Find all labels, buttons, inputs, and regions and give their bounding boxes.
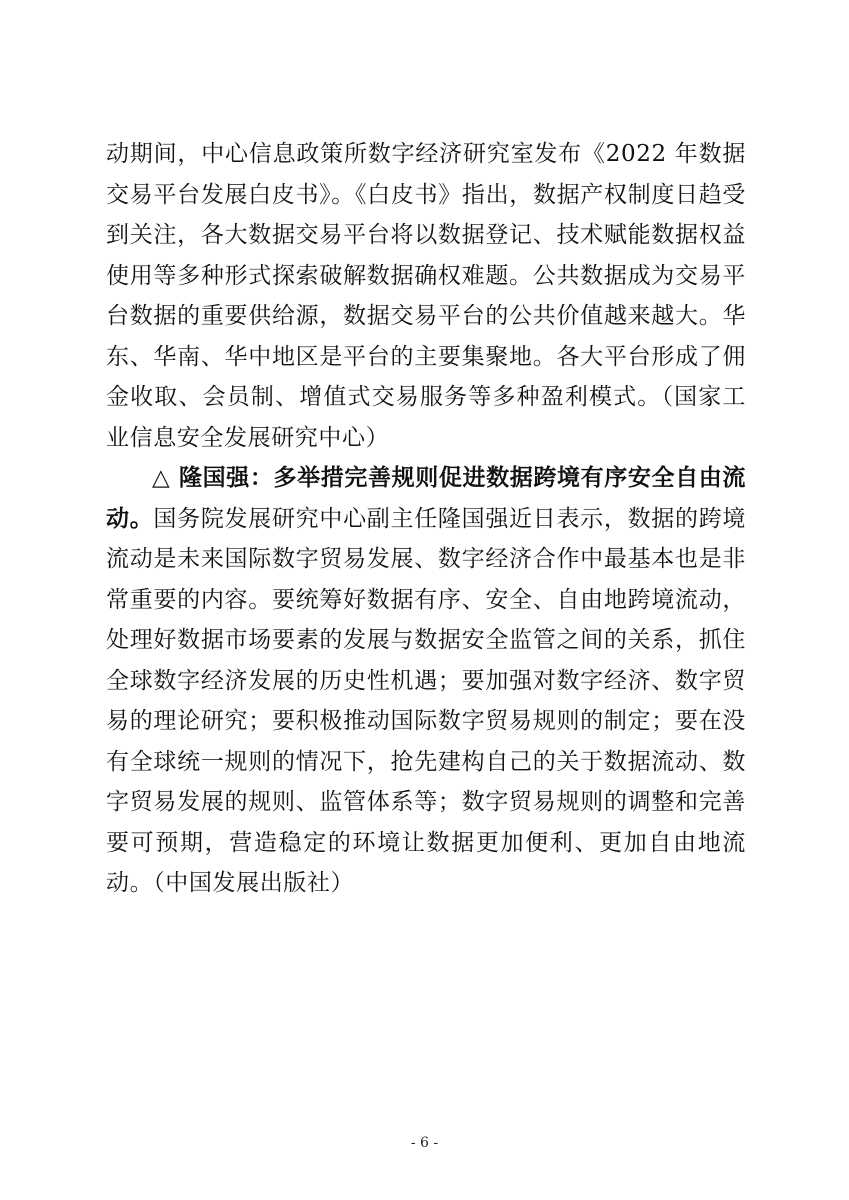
paragraph-continuation — [106, 134, 746, 458]
news-item-heading: △ 隆国强：多举措完善规则促进数据跨境有序安全自由流动。 — [106, 465, 746, 532]
document-body — [106, 134, 746, 904]
paragraph-news-item — [106, 458, 746, 904]
page-number: - 6 - — [410, 1135, 439, 1151]
paragraph-text: 动期间，中心信息政策所数字经济研究室发布《2022 年数据交易平台发展白皮书》。《白皮书》指出，数据产权制度日趋受到关注，各大数据交易平台将以数据登记、技术赋能数据权益使用等多种形式探索破解数据确权难题。公共数据成为交易平台数据的重要供给源，数据交易平台的公共价值越来越大。华东、华南、华中地区是平台的主要集聚地。各大平台形成了佣金收取、会员制、增值式交易服务等多种盈利模式。（国家工业信息安全发展研究中心） — [106, 141, 746, 451]
paragraph-text: 国务院发展研究中心副主任隆国强近日表示，数据的跨境流动是未来国际数字贸易发展、数字经济合作中最基本也是非常重要的内容。要统筹好数据有序、安全、自由地跨境流动，处理好数据市场要素的发展与数据安全监管之间的关系，抓住全球数字经济发展的历史性机遇；要加强对数字经济、数字贸易的理论研究；要积极推动国际数字贸易规则的制定；要在没有全球统一规则的情况下，抢先建构自己的关于数据流动、数字贸易发展的规则、监管体系等；数字贸易规则的调整和完善要可预期，营造稳定的环境让数据更加便利、更加自由地流动。（中国发展出版社） — [106, 505, 747, 896]
